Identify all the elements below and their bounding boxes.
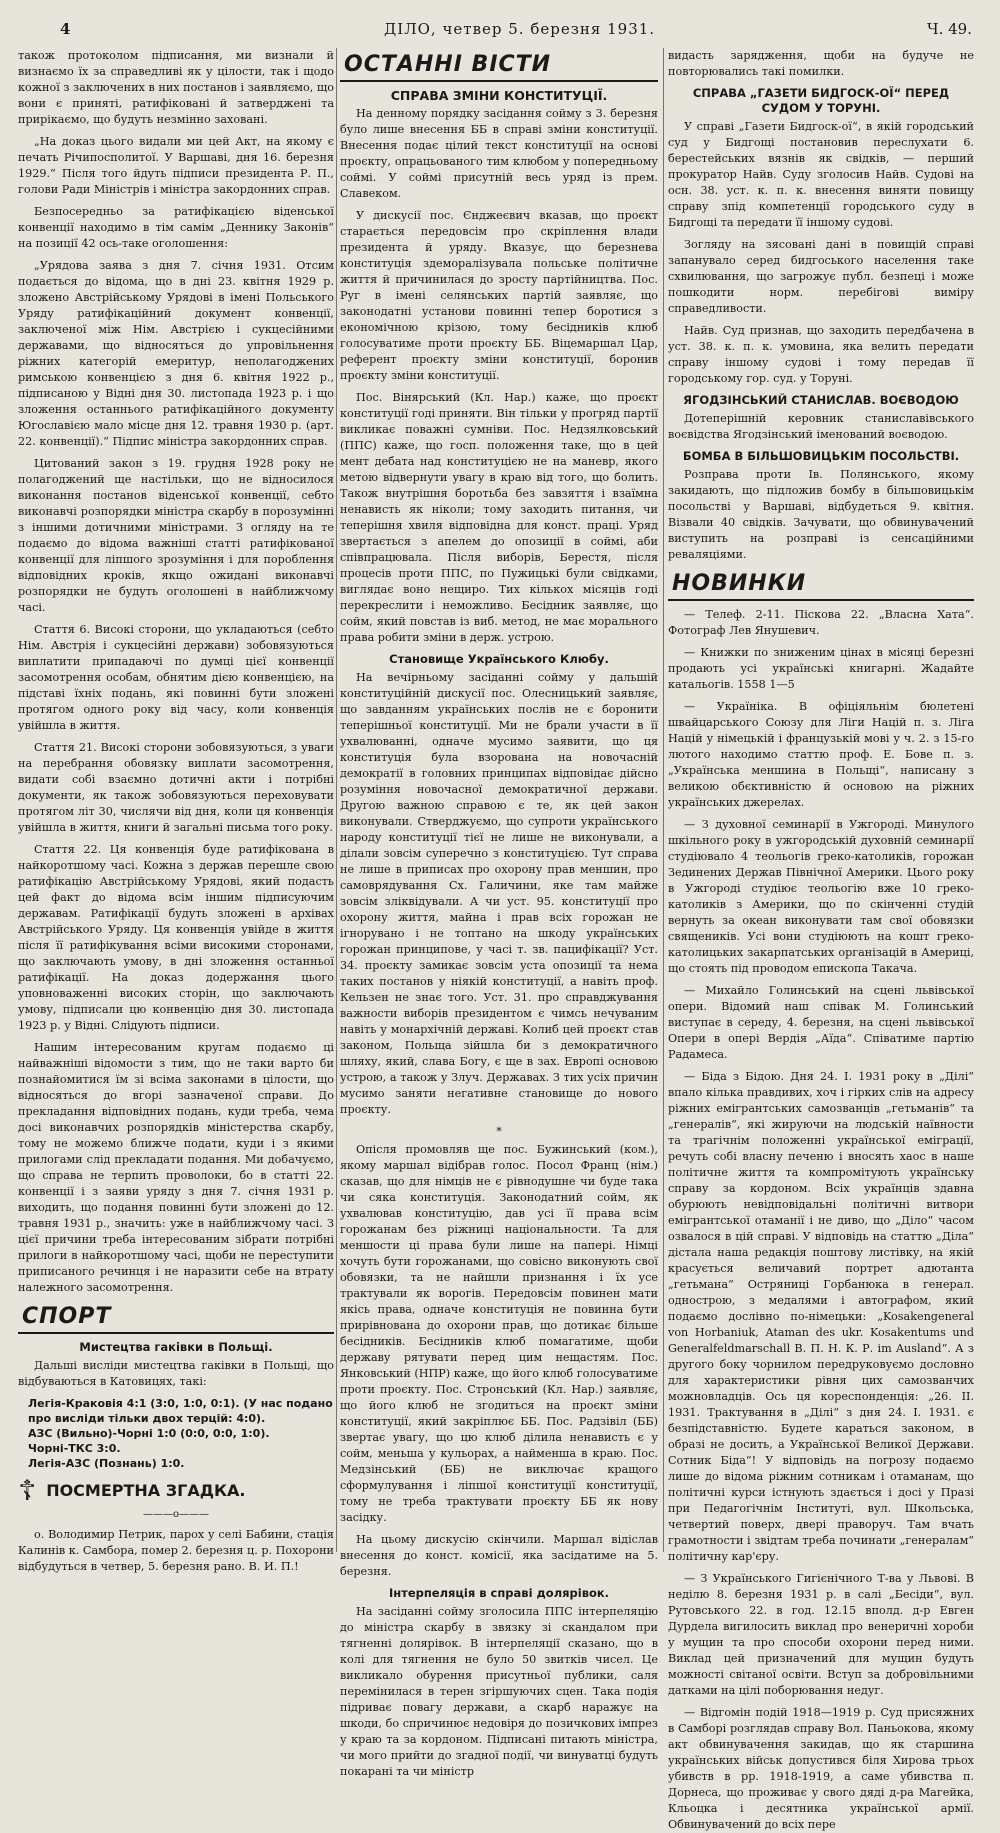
ornament-divider: ———o——— <box>142 1509 210 1520</box>
article-headline: СПРАВА „ГАЗЕТИ БИДГОСК-ОЇ“ ПЕРЕД СУДОМ У ТОРУНІ. <box>692 86 950 115</box>
column-middle <box>340 48 658 1778</box>
column-left <box>18 48 334 1573</box>
paragraph: Безпосередньо за ратифікацією віденської конвенції находимо в тім самім „Деннику Законів“ на позиції 42 ось-таке оголошення: <box>18 205 334 250</box>
paragraph: видасть зарядження, щоби на будуче не повторювались такі помилки. <box>668 49 974 78</box>
article-headline: СПРАВА ЗМІНИ КОНСТИТУЦІЇ. <box>390 88 608 103</box>
paragraph: Опісля промовляв ще пос. Бужинський (ком.), якому маршал відібрав голос. Посол Франц (нім.) сказав, що для німців не є рівнодушне чи буде така чи сяка конституція. Законодатний сойм, як ухвалював конституцію, дав усі її права всім горожанам без ріжниці національности. Та для меншости ці права були лише на папері. Німці хочуть бути горожанами, що совісно виконують свої обовязки, та не найшли признання і їх усе трактували як ворогів. Передовсім повинен мати якісь права, одначе конституція не повинна бути прирівнована до охорони прав, що дотикає більше бесідників. Бесідників клюб помагатиме, щоби державу рятувати перед цим нещастям. Пос. Янковський (НПР) каже, що його клюб голосуватиме проти проєкту. Пос. Стронський (Кл. Нар.) заявляє, що його клюб не згодиться на проєкт зміни конституції, який закріплює ББ. Пос. Радзівіл (ББ) звертає увагу, що цю клюб ділила ненависть є у сойм, меньша у кульорах, а найменша в краю. Пос. Медзінський (ББ) не виключає кращого сформулування і ліпшої конституції конституції, тому не треба трактувати проєкту ББ як нову засідку. <box>340 1143 658 1524</box>
score-line: АЗС (Вильно)-Чорні 1:0 (0:0, 0:0, 1:0). <box>28 1427 270 1440</box>
news-item: — Відгомін подій 1918—1919 р. Суд присяжних в Самборі розглядав справу Вол. Паньокова, якому акт обвинувачення закидав, що як старшина українських військ допустився біля Хирова трьох убивств в рр. 1918-1919, а саме убивства п. Дорнеса, що проживає у свого дяді д-ра Магейка, Кльоцка і десятника української армії. Обвинувачений до всіх пере <box>668 1706 974 1831</box>
score-line: Чорні-ТКС 3:0. <box>28 1442 121 1455</box>
section-banner-sport: СПОРТ <box>18 1302 334 1334</box>
paragraph: Цитований закон з 19. грудня 1928 року не полагоджений ще настільки, що не відносилося виконання постанов віденської конвенції, себто виконавчі розпорядки міністра скарбу в порозумінні з іншими дотичними міністрами. З огляду на те подаємо до відома важніші статті ратифікованої конвенції для ліпшого зрозуміння і для пороблення відповідних кроків, якщо ожидані виконавчі розпорядки не будуть оголошені в найближчому часі. <box>18 457 334 614</box>
news-item: — Україніка. В офіціяльнім бюлетені швайцарського Союзу для Ліги Націй п. з. Ліга Націй у німецькій і французькій мові у ч. 2. з 15-го лютого находимо статтю проф. Е. Бове п. з. „Українська меншина в Польщі“, написану з великою обєктивністю й основою на ріжних українських джерелах. <box>668 700 974 809</box>
issue-number: Ч. 49. <box>927 20 972 38</box>
obituary-title: ПОСМЕРТНА ЗГАДКА. <box>46 1481 246 1500</box>
article-headline: БОМБА В БІЛЬШОВИЦЬКІМ ПОСОЛЬСТВІ. <box>682 449 960 463</box>
page-number: 4 <box>60 20 71 38</box>
paragraph: Стаття 6. Високі сторони, що укладаються (себто Нім. Австрія і сукцесійні держави) зобовязуються виплатити припадаючі по думці цієї конвенції засомотрення особам, обнятим дією конвенцією, на підставі їхніх подань, які повинні бути зложені протягом одного року від часу, коли конвенція увійшла в життя. <box>18 623 334 732</box>
news-item: — З Українського Гигієнічного Т-ва у Львові. В неділю 8. березня 1931 р. в салі „Бесіди“, вул. Рутовського 22. в год. 12.15 вполд. д-р Евген Дурдела вигилосить виклад про венеричні хороби у мущин та про способи охорони перед ними. Виклад цей призначений для мущин будуть можності світаної освіти. Вступ за добровільними датками на цілі поборювання недуг. <box>668 1572 974 1697</box>
paragraph: Найв. Суд признав, що заходить передбачена в уст. 38. к. п. к. умовина, яка велить передати справу іншому судові і тому передав її городському гор. суд. у Торуні. <box>668 324 974 385</box>
paragraph: На вечірньому засіданні сойму у дальшій конституційній дискусії пос. Олесницький заявляє, що завданням українських послів не є боронити теперішньої конституції. Ми не брали участи в її ухвалюванні, одначе мусимо заявити, що ця конституція була взорована на новочасній демократії в головних принципах відповідає дійсно розуміння новочасної демократичної держави. Другою важною справою є те, як цей закон виконували. Стверджуємо, що супроти українського народу конституції тієї не лише не виконували, а ділали зовсім суперечно з конституцією. Тут справа не лише в приписах про охорону прав меншин, про самоврядування Сх. Галичини, яке там майже зовсім зліквідували. А чи уст. 95. конституції про охорону життя, майна і прав всіх горожан не ігнорувано і не топтано на шкоду українських горожан принципове, у часі т. зв. пацифікації? Уст. 34. проєкту замикає зовсім уста опозиції та нема таких постанов у ніякій конституції, а навіть проф. Кельзен не знає того. Уст. 31. про справджування важности виборів президентом є чимсь нечуваним навіть у монархічній державі. Колиб цей проєкт став законом, Польща зійшла би з демократичного шляху, який, слава Богу, є ще в зах. Европі основою устрою, а також у Злуч. Державах. З тих усіх причин мусимо заняти негативне становище до нового проєкту. <box>340 671 658 1116</box>
paragraph: На цьому дискусію скінчили. Маршал відіслав внесення до конст. комісії, яка засідатиме на 5. березня. <box>340 1533 658 1578</box>
news-item: — З духовної семинарії в Ужгороді. Минулого шкільного року в ужгородській духовній семинарії студіювало 4 теольогів греко-католиків, горожан Зединених Держав Північної Америки. Цього року в Ужгороді студіює теольогію вже 10 греко-католиків з Америки, що по скінченні студій вернуть за океан виконувати там свої обовязки священиків. Усі вони студіюють на кошт греко-католицьких закарпатських організацій в Америці, що стоять під проводом епископа Такача. <box>668 818 974 975</box>
score-line: Легія-АЗС (Познань) 1:0. <box>28 1457 185 1470</box>
article-headline: ЯГОДЗІНСЬКИЙ СТАНИСЛАВ. ВОЄВОДОЮ <box>683 393 959 407</box>
paragraph: „На доказ цього видали ми цей Акт, на якому є печать Річипосполитої. У Варшаві, дня 16. березня 1929.“ Після того йдуть підписи президента Р. П., голови Ради Міністрів і міністра закордонних справ. <box>18 135 334 196</box>
article-subheadline: Інтерпеляція в справі долярівок. <box>388 1586 610 1600</box>
paragraph: Розправа проти Ів. Полянського, якому закидають, що підложив бомбу в більшовицькім посольстві у Варшаві, відбудеться 9. квітня. Візвали 40 свідків. Зачувати, що обвинувачений виступить на розправі із сенсаційними реваляціями. <box>668 468 974 561</box>
paragraph: На денному порядку засідання сойму з 3. березня було лише внесення ББ в справі зміни конституції. Внесення подає цілий текст конституції на основі проєкту, опрацьованого тим клюбом у попередньому соймі. У соймі присутній весь уряд із прем. Славеком. <box>340 107 658 200</box>
news-item: — Телеф. 2-11. Піскова 22. „Власна Хата“. Фотограф Лев Янушевич. <box>668 608 974 637</box>
paragraph: також протоколом підписання, ми визнали й визнаємо їх за справедливі як у цілости, так і щодо кожної з заключених в них постанов і заявляємо, що вони є приняті, ратифіковані й затверджені та прирікаємо, що будуть незмінно заховані. <box>18 49 334 126</box>
score-line: Легія-Краковія 4:1 (3:0, 1:0, 0:1). (У нас подано про висліди тільки двох терцій: 4:0). <box>28 1397 333 1425</box>
article-subheadline: Становище Українського Клюбу. <box>389 652 609 666</box>
masthead: ДІЛО, четвер 5. березня 1931. <box>384 20 656 38</box>
paragraph: Дотеперішній керовник станиславівського воєвідства Ягодзінський іменований воєводою. <box>668 412 974 441</box>
paragraph: У дискусії пос. Єнджеєвич вказав, що проєкт старається передовсім про скріплення влади президента й уряду. Вказує, що березнева конституція здеморалізувала польське політичне життя й причинилася до зросту партійництва. Пос. Руг в імені селянських партій заявляє, що законодатні установи повинні тепер боротися з економічною крізою, тому бесідників клюб голосуватиме проти проєкту ББ. Віцемаршал Цар, референт проєкту зміни конституції, боронив проєкту зміни конституції. <box>340 209 658 382</box>
news-item: — Михайло Голинський на сцені львівської опери. Відомий наш співак М. Голинський виступає в середу, 4. березня, на сцені львівської Опери в опері Вердія „Аїда“. Співатиме партію Радамеса. <box>668 984 974 1061</box>
orthodox-cross-icon: ☦ <box>18 1474 37 1507</box>
paragraph: „Урядова заява з дня 7. січня 1931. Отсим подається до відома, що в дні 23. квітня 1929 р. зложено Австрійському Урядові в імені Польського Уряду ратифікаційний документ конвенції, заключеної між Нім. Австрією і сукцесійними державами, що відносяться до упровільнення ріжних категорій емеритур, неполагоджених римською конвенцією з дня 6. квітня 1922 р., підписаною у Відні дня 30. листопада 1923 р. і що зложення останнього ратифікаційного документу Югославією мало місце дня 12. травня 1930 р. (арт. 22. конвенції).“ Підпис міністра закордонних справ. <box>18 259 334 448</box>
page-header <box>0 0 1000 44</box>
column-divider <box>336 48 337 1552</box>
paragraph: Нашим інтересованим кругам подаємо ці найважніші відомости з тим, що не таки варто би познайомитися їм зі всіма законами в цілости, що відносяться до вгорі зазначеної справи. До прекладання відповідних подань, куди треба, чема досі виконавчих розпорядків міністерства скарбу, тому не можемо ближче подати, куди і з якими прилогами слід прекладати подання. Ми добачуємо, що справа не терпить проволоки, бо в статті 22. конвенції і з заяви уряду з дня 7. січня 1931 р. виходить, що подання повинні бути зложені до 12. травня 1931 р., значить: уже в найближчому часі. З цієї причини треба інтересованим зібрати потрібні прилоги в найкоротшому часі, щоби не переступити приписаного речинця і не наразити себе на втрату належного засомотрення. <box>18 1041 334 1294</box>
paragraph: У справі „Газети Бидгоск-ої“, в якій городський суд у Бидгощі постановив переслухати 6. берестейських вязнів як свідків, — перший прокуратор Найв. Суду зголосив Найв. Судові на осн. 38. уст. к. п. к. внесення виняти повищу справу зпід компетенції городського суду в Бидгощі та передати її іншому судові. <box>668 120 974 229</box>
paragraph: Стаття 21. Високі сторони зобовязуються, з уваги на перебрання обовязку виплати засомотрення, видати собі взаємно дотичні акти і потрібні документи, як також зобовязуються переховувати протягом літ 30, числячи від дня, коли ця конвенція увійшла в життя, книги й загальні письма того року. <box>18 741 334 834</box>
paragraph: Зогляду на зясовані дані в повищій справі запанувало серед бидгоського населення таке схвилювання, що загрожує публ. безпеці і може пошкодити норм. перебігові виміру справедливости. <box>668 238 974 315</box>
obituary-heading <box>18 1474 334 1507</box>
asterisk-separator: * <box>496 1125 502 1138</box>
news-item: — Книжки по зниженим цінах в місяці березні продають усі українські книгарні. Жадайте катальогів. 1558 1—5 <box>668 646 974 691</box>
section-banner-latest-news: ОСТАННІ ВІСТИ <box>340 50 658 82</box>
obituary-text: о. Володимир Петрик, парох у селі Бабини, стація Калинів к. Самбора, помер 2. березня ц. р. Похорони відбудуться в четвер, 5. березня рано. В. И. П.! <box>18 1528 334 1573</box>
paragraph: На засіданні сойму зголосила ППС інтерпеляцію до міністра скарбу в звязку зі скандалом при тягненні долярівок. В інтерпеляції сказано, що в колі для тягнення не було 50 звитків чисел. Це викликало обурення присутньої публики, саля перемінилася в терен згіршуючих сцен. Така подія підриває повагу держави, а скарб наражує на шкоди, бо спричинює недовіря до позичкових імпрез у краю та за кордоном. Підписані питають міністра, чи мого прийти до згадної події, чи винуватці будуть покарані та чи міністр <box>340 1605 658 1778</box>
column-right <box>668 48 974 1831</box>
paragraph: Стаття 22. Ця конвенція буде ратифікована в найкоротшому часі. Кожна з держав перешле свою ратифікацію Австрійському Урядові, який подасть цей факт до відома всім іншим підписуючим державам. Ратифікації будуть зложені в архівах Австрійського Уряду. Ця конвенція увійде в життя після її ратифікування всіми високими сторонами, що заключають умову, в дні зложення останньої ратифікації. На доказ додержання цього уповноваженні високих сторін, що заключають умову, підписали цю конвенцію дня 30. листопада 1923 р. у Відні. Слідують підписи. <box>18 843 334 1032</box>
paragraph: Дальші висліди мистецтва гакiвки в Польщі, що відбуваються в Катовицях, такі: <box>18 1359 334 1388</box>
news-item: — Біда з Бідою. Дня 24. І. 1931 року в „Ділі“ впало кілька правдивих, хоч і гірких слів на адресу ріжних емігрантських самозванців „гетьманів“ та „генералів“, які жируючи на людській наївности та трагічнім положенні української еміграції, речуть собі власну печеню і вносять хаос в наше політичне життя та компромітують українську справу за кордоном. Всіх українців здавна обурюють невідповідальні політичні витвори емігрантської отаманії і не диво, що „Діло“ часом озвалося в цій справі. У відповідь на статтю „Діла“ дістала наша редакція поштову листівку, на якій красується величавий портрет адютанта „гетьмана“ Остряниці Горбанюка в генерал. однострою, з медалями і автографом, який подаємо дослівно по-німецьки: „Kosakengeneral von Horbaniuk, Ataman des ukr. Kosakentums und Generalfeldmarschall В. П. Н. К. Р. im Ausland“. А з другого боку чорнилом передруковуємо дословно для характеристики рівня цих самозванчих можновладців. Ось ця кореспонденція: „26. II. 1931. Трактування в „Ділі“ з дня 24. І. 1931. є безпідставністю. Будете караться законом, в образі не досить, а Української Великої Держави. Сотник Біда“! У відповідь на погрозу подаємо лише до відома ріжним сотникам і отаманам, що політичні курси істнують здається і досі у Празі при Педагогічнім Інституті, вул. Школьська, четвертий поверх, двері праворуч. Там вчать грамотности і звідтам треба починати „генералам“ політичну кар'єру. <box>668 1070 974 1563</box>
column-divider <box>663 48 664 1552</box>
paragraph: Пос. Вінярський (Кл. Нар.) каже, що проєкт конституції годі приняти. Він тільки у прогряд партії викликає поважні сумніви. Пос. Недзялковський (ППС) каже, що госп. положення таке, що в цей мент дебата над конституцією не на маневр, якого метою відвернути увагу в краю від того, що болить. Також внутрішня боротьба без завзяття і взаїмна ненависть як ніколи; тому заходить питання, чи теперішня хвиля відповідна для конст. праці. Уряд звертається з апелем до опозиції в соймі, аби співпрацювала. Після виборів, Берестя, після процесів проти ППС, по Пужицькі були свідками, виглядає воно нещиро. Тих кількох місяців годі перекреслити і неможливо. Бесідник заявляє, що сойм, який повстав із виб. метод, не має морального права робити зміни в держ. устрою. <box>340 391 658 644</box>
section-banner-news: НОВИНКИ <box>668 569 974 601</box>
article-headline: Мистецтва гакiвки в Польщi. <box>79 1340 273 1354</box>
